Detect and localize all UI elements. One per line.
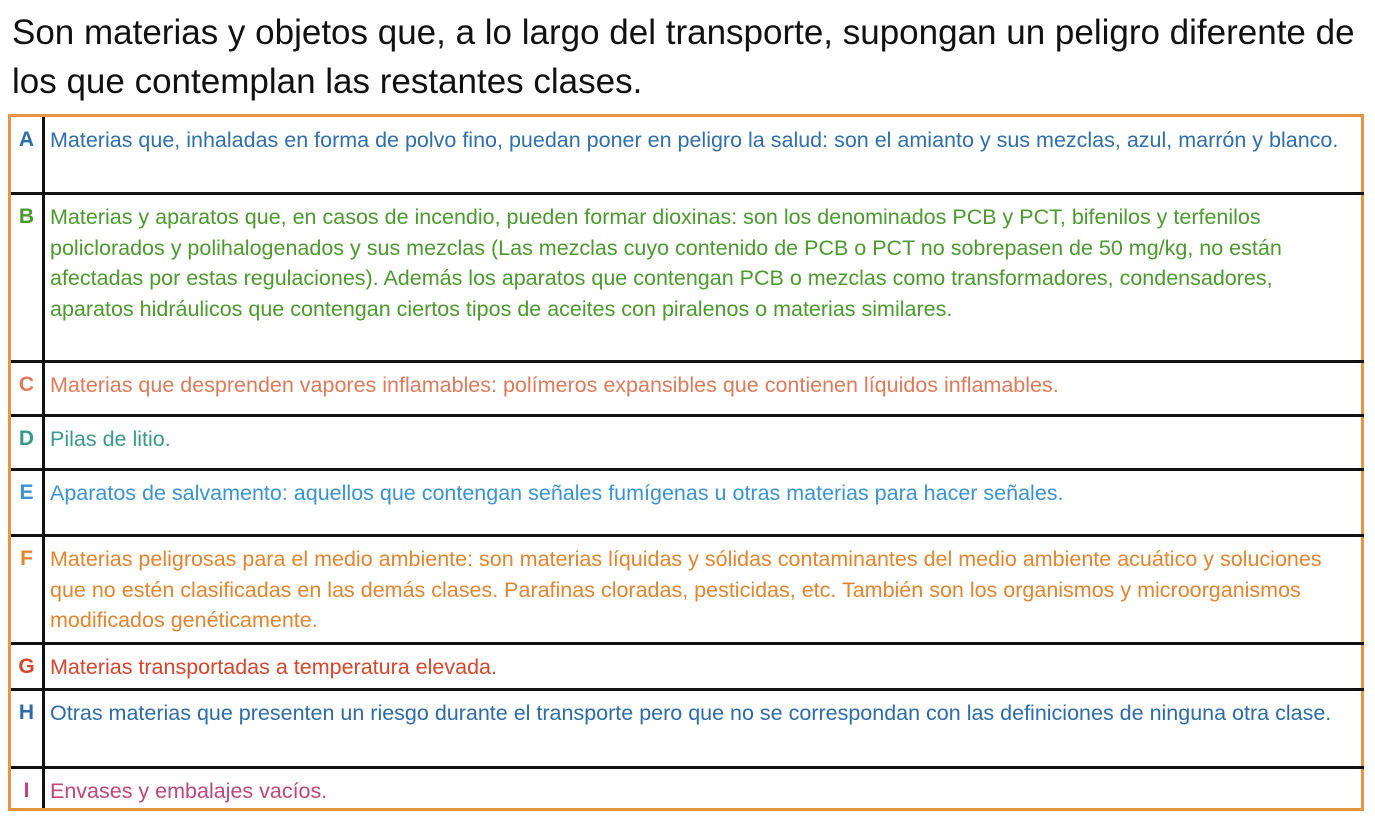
table-row-c [11,362,1361,416]
row-text: Aparatos de salvamento: aquellos que contengan señales fumígenas u otras materias para hacer señales. [50,481,1064,505]
table-row-i [11,768,1361,811]
row-text: Materias que desprenden vapores inflamables: polímeros expansibles que contienen líquidos inflamables. [50,373,1059,397]
row-letter: B [18,205,35,228]
table-row-d [11,416,1361,470]
row-letter: H [18,701,35,724]
row-text: Materias y aparatos que, en casos de incendio, pueden formar dioxinas: son los denominados PCB y PCT, bifenilos y terfenilos policlorados y polihalogenados y sus mezclas (Las mezclas cuyo contenido de PCB o PCT no sobrepasen de 50 mg/kg, no están afectadas por estas regulaciones). Además los aparatos que contengan PCB o mezclas como transformadores, condensadores, aparatos hidráulicos que contengan ciertos tipos de aceites con piralenos o materias similares. [50,205,1282,321]
row-text: Otras materias que presenten un riesgo durante el transporte pero que no se correspondan con las definiciones de ninguna otra clase. [50,701,1332,725]
row-text: Materias peligrosas para el medio ambiente: son materias líquidas y sólidas contaminantes del medio ambiente acuático y soluciones que no estén clasificadas en las demás clases. Parafinas cloradas, pesticidas, etc. También son los organismos y microorganismos modificados genéticamente. [50,547,1322,632]
row-letter: F [20,547,33,570]
table-row-g [11,644,1361,690]
row-letter: I [23,779,30,802]
row-letter: G [18,655,35,678]
table-row-f [11,536,1361,644]
row-letter: D [18,427,35,450]
row-letter: E [19,481,34,504]
row-text: Envases y embalajes vacíos. [50,779,328,803]
table-row-b [11,194,1361,362]
table-row-a [11,117,1361,194]
row-letter: C [18,373,35,396]
table-row-e [11,470,1361,536]
row-text: Pilas de litio. [50,427,171,451]
row-text: Materias transportadas a temperatura elevada. [50,655,497,679]
page-title: Son materias y objetos que, a lo largo del transporte, supongan un peligro diferente de los que contemplan las restantes clases. [12,13,1355,101]
classes-table [8,114,1364,811]
table-row-h [11,690,1361,768]
row-text: Materias que, inhaladas en forma de polvo fino, puedan poner en peligro la salud: son el amianto y sus mezclas, azul, marrón y blanco. [50,128,1339,152]
row-letter: A [18,128,35,151]
